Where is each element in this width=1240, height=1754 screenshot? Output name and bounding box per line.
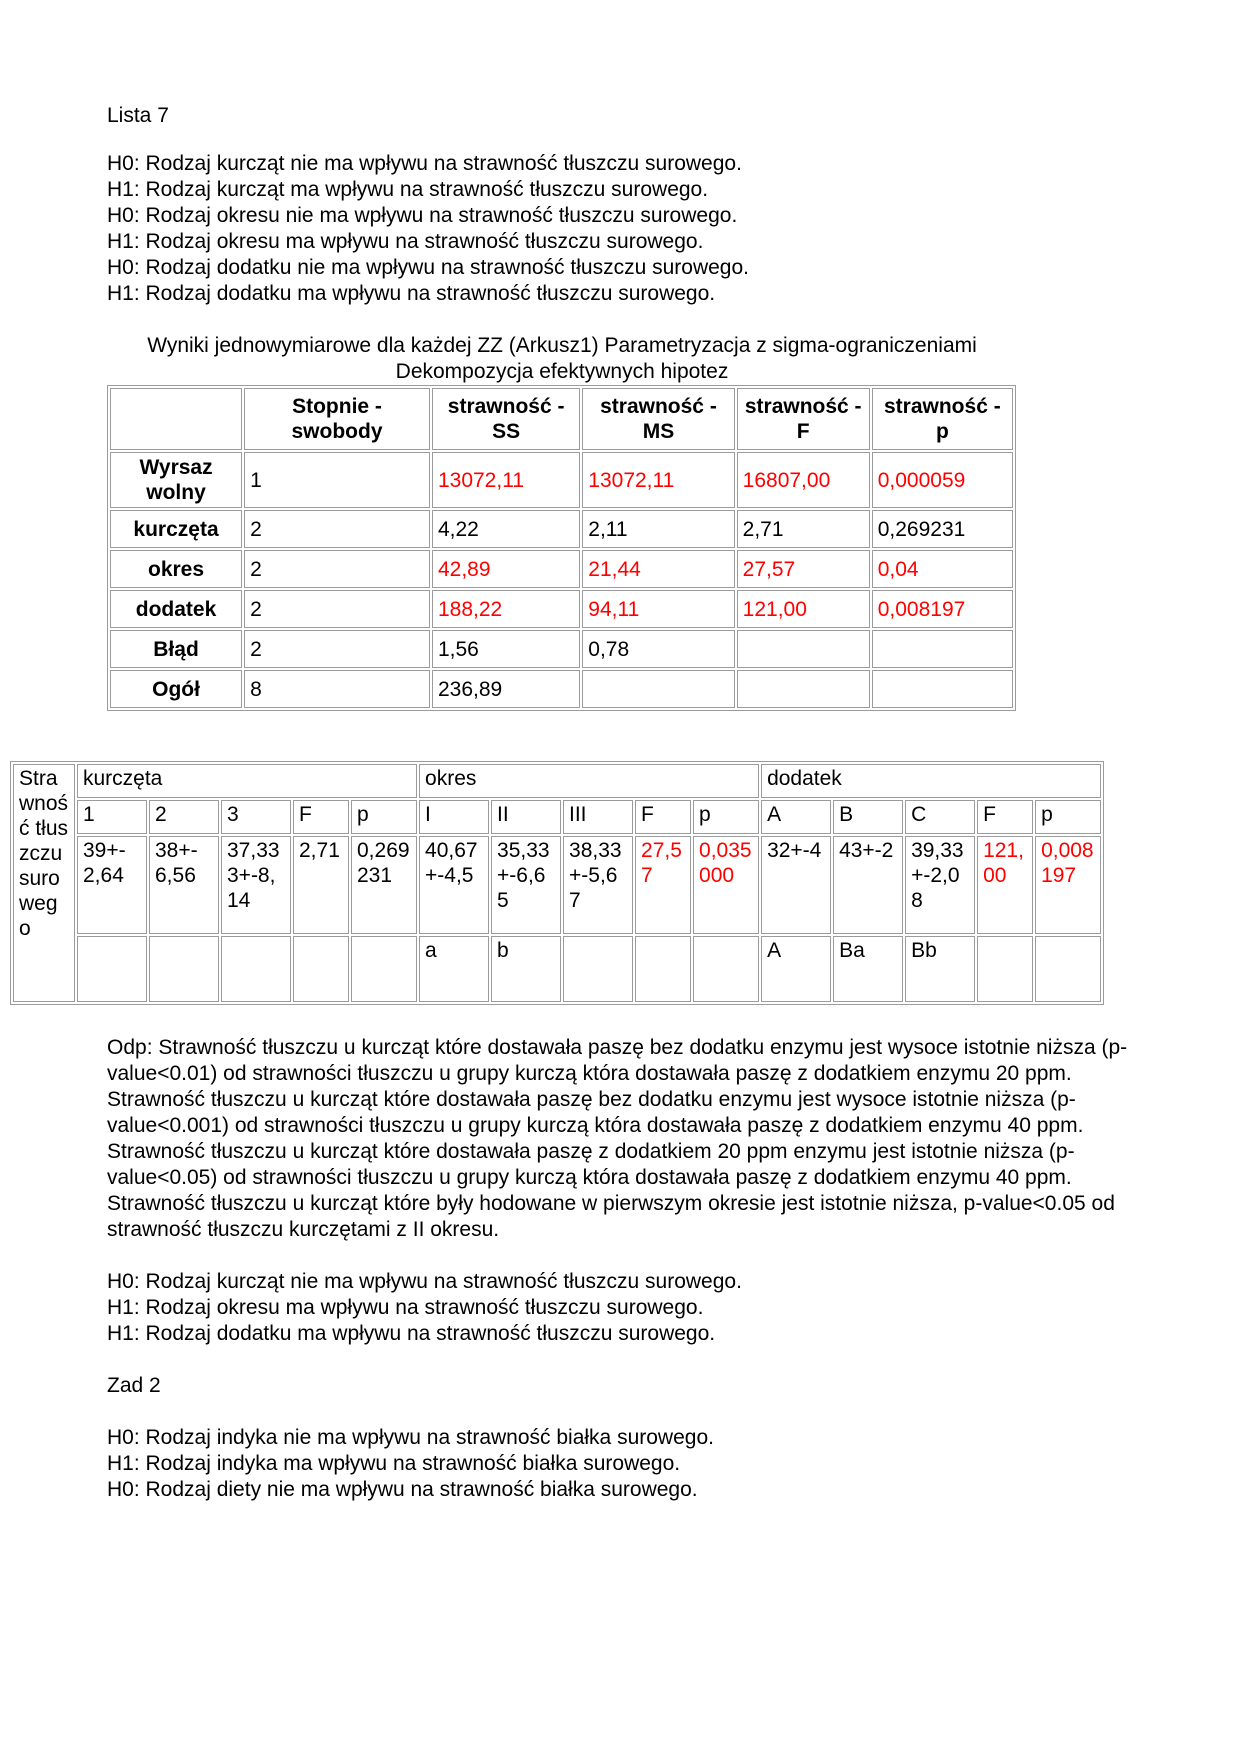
level-header: B [833,800,903,834]
hypothesis-line: H1: Rodzaj okresu ma wpływu na strawność tłuszczu surowego. [107,1296,704,1319]
letter-cell: b [491,936,561,1002]
row-label: Wyrsaz wolny [110,452,242,508]
cell-df: 2 [244,590,430,628]
level-header: p [693,800,759,834]
column-header-ms: strawność - MS [582,388,734,450]
level-header: I [419,800,489,834]
cell-df: 2 [244,630,430,668]
means-values-row [13,836,1101,934]
level-header: F [977,800,1033,834]
hypotheses-mid [107,1269,1137,1347]
value-cell: 43+-2 [833,836,903,934]
cell-f [737,630,870,668]
row-label: Ogół [110,670,242,708]
value-cell: 38+-6,56 [149,836,219,934]
value-cell: 0,035000 [693,836,759,934]
level-header: A [761,800,831,834]
letter-cell [693,936,759,1002]
value-cell: 40,67+-4,5 [419,836,489,934]
row-label: dodatek [110,590,242,628]
corner-cell [110,388,242,450]
value-cell: 0,008197 [1035,836,1101,934]
column-header-f: strawność - F [737,388,870,450]
value-cell: 39,33+-2,08 [905,836,975,934]
letter-cell: A [761,936,831,1002]
page-title: Lista 7 [107,104,169,127]
level-header: C [905,800,975,834]
cell-df: 2 [244,550,430,588]
letter-cell [563,936,633,1002]
cell-p [872,670,1013,708]
value-cell: 2,71 [293,836,349,934]
cell-f: 27,57 [737,550,870,588]
group-header-okres: okres [419,764,759,798]
letter-cell: Bb [905,936,975,1002]
cell-p: 0,000059 [872,452,1013,508]
hypothesis-line: H1: Rodzaj dodatku ma wpływu na strawność tłuszczu surowego. [107,1322,716,1345]
cell-ss: 236,89 [432,670,580,708]
cell-df: 2 [244,510,430,548]
letter-cell: Ba [833,936,903,1002]
level-header: p [351,800,417,834]
letter-cell [77,936,147,1002]
cell-p: 0,04 [872,550,1013,588]
cell-ms: 94,11 [582,590,734,628]
row-label: okres [110,550,242,588]
hypothesis-line: H1: Rodzaj indyka ma wpływu na strawność białka surowego. [107,1452,681,1475]
cell-ms: 2,11 [582,510,734,548]
anova-header-row [110,388,1013,450]
cell-f [737,670,870,708]
caption-line-1: Wyniki jednowymiarowe dla każdej ZZ (Arkusz1) Parametryzacja z sigma-ograniczeniami [147,334,977,357]
group-header-kurczeta: kurczęta [77,764,417,798]
letter-cell [293,936,349,1002]
hypotheses-zad2 [107,1425,1137,1503]
cell-ss: 188,22 [432,590,580,628]
hypothesis-line: H1: Rodzaj okresu ma wpływu na strawność tłuszczu surowego. [107,230,704,253]
value-cell: 27,57 [635,836,691,934]
cell-ss: 42,89 [432,550,580,588]
level-header: III [563,800,633,834]
table-row-okres [110,550,1013,588]
cell-ss: 4,22 [432,510,580,548]
section-title-zad2: Zad 2 [107,1374,161,1397]
cell-ms: 21,44 [582,550,734,588]
level-header: II [491,800,561,834]
caption-line-2: Dekompozycja efektywnych hipotez [395,360,729,383]
value-cell: 39+-2,64 [77,836,147,934]
cell-f: 121,00 [737,590,870,628]
level-header: F [635,800,691,834]
table-row-intercept [110,452,1013,508]
letter-cell [149,936,219,1002]
level-header: 3 [221,800,291,834]
hypotheses-top [107,151,1137,307]
cell-df: 1 [244,452,430,508]
row-label: kurczęta [110,510,242,548]
table-row-ogol [110,670,1013,708]
hypothesis-line: H0: Rodzaj okresu nie ma wpływu na strawność tłuszczu surowego. [107,204,738,227]
row-label: Błąd [110,630,242,668]
letter-cell [351,936,417,1002]
hypothesis-line: H0: Rodzaj dodatku nie ma wpływu na strawność tłuszczu surowego. [107,256,749,279]
cell-df: 8 [244,670,430,708]
hypothesis-line: H0: Rodzaj kurcząt nie ma wpływu na strawność tłuszczu surowego. [107,152,742,175]
column-header-df: Stopnie - swobody [244,388,430,450]
answer-paragraph: Odp: Strawność tłuszczu u kurcząt które dostawała paszę bez dodatku enzymu jest wysoce istotnie niższa (p-value<0.01) od strawności tłuszczu u grupy kurczą która dostawała paszę z dodatkiem enzymu 20 ppm. Strawność tłuszczu u kurcząt które dostawała paszę bez dodatku enzymu jest wysoce istotnie niższa (p-value<0.001) od strawności tłuszczu u grupy kurczą która dostawała paszę z dodatkiem enzymu 40 ppm. Strawność tłuszczu u kurcząt które dostawała paszę z dodatkiem 20 ppm enzymu jest istotnie niższa (p-value<0.05) od strawności tłuszczu u grupy kurczą która dostawała paszę z dodatkiem enzymu 40 ppm. Strawność tłuszczu u kurcząt które były hodowane w pierwszym okresie jest istotnie niższa, p-value<0.05 od strawność tłuszczu kurczętami z II okresu. [107,1036,1128,1241]
cell-f: 2,71 [737,510,870,548]
cell-p: 0,269231 [872,510,1013,548]
level-header: 2 [149,800,219,834]
cell-ms [582,670,734,708]
cell-ms: 0,78 [582,630,734,668]
hypothesis-line: H1: Rodzaj kurcząt ma wpływu na strawność tłuszczu surowego. [107,178,709,201]
cell-p [872,630,1013,668]
anova-table-caption [107,333,1017,385]
letter-cell [977,936,1033,1002]
letter-cell [1035,936,1101,1002]
column-header-p: strawność - p [872,388,1013,450]
value-cell: 121,00 [977,836,1033,934]
anova-table [107,385,1016,711]
value-cell: 38,33+-5,67 [563,836,633,934]
value-cell: 37,333+-8,14 [221,836,291,934]
means-table [10,761,1104,1005]
hypothesis-line: H0: Rodzaj diety nie ma wpływu na strawność białka surowego. [107,1478,698,1501]
means-group-header-row [13,764,1101,798]
table-row-kurczeta [110,510,1013,548]
cell-f: 16807,00 [737,452,870,508]
means-row-header: Strawność tłuszczu surowego [13,764,75,1002]
hypothesis-line: H1: Rodzaj dodatku ma wpływu na strawność tłuszczu surowego. [107,282,716,305]
table-row-dodatek [110,590,1013,628]
column-header-ss: strawność - SS [432,388,580,450]
hypothesis-line: H0: Rodzaj kurcząt nie ma wpływu na strawność tłuszczu surowego. [107,1270,742,1293]
letter-cell [221,936,291,1002]
cell-ms: 13072,11 [582,452,734,508]
level-header: F [293,800,349,834]
means-letters-row [13,936,1101,1002]
hypothesis-line: H0: Rodzaj indyka nie ma wpływu na strawność białka surowego. [107,1426,714,1449]
value-cell: 35,33+-6,65 [491,836,561,934]
letter-cell [635,936,691,1002]
value-cell: 32+-4 [761,836,831,934]
level-header: p [1035,800,1101,834]
table-row-blad [110,630,1013,668]
letter-cell: a [419,936,489,1002]
level-header: 1 [77,800,147,834]
cell-ss: 1,56 [432,630,580,668]
group-header-dodatek: dodatek [761,764,1101,798]
cell-ss: 13072,11 [432,452,580,508]
cell-p: 0,008197 [872,590,1013,628]
value-cell: 0,269231 [351,836,417,934]
means-level-header-row [13,800,1101,834]
